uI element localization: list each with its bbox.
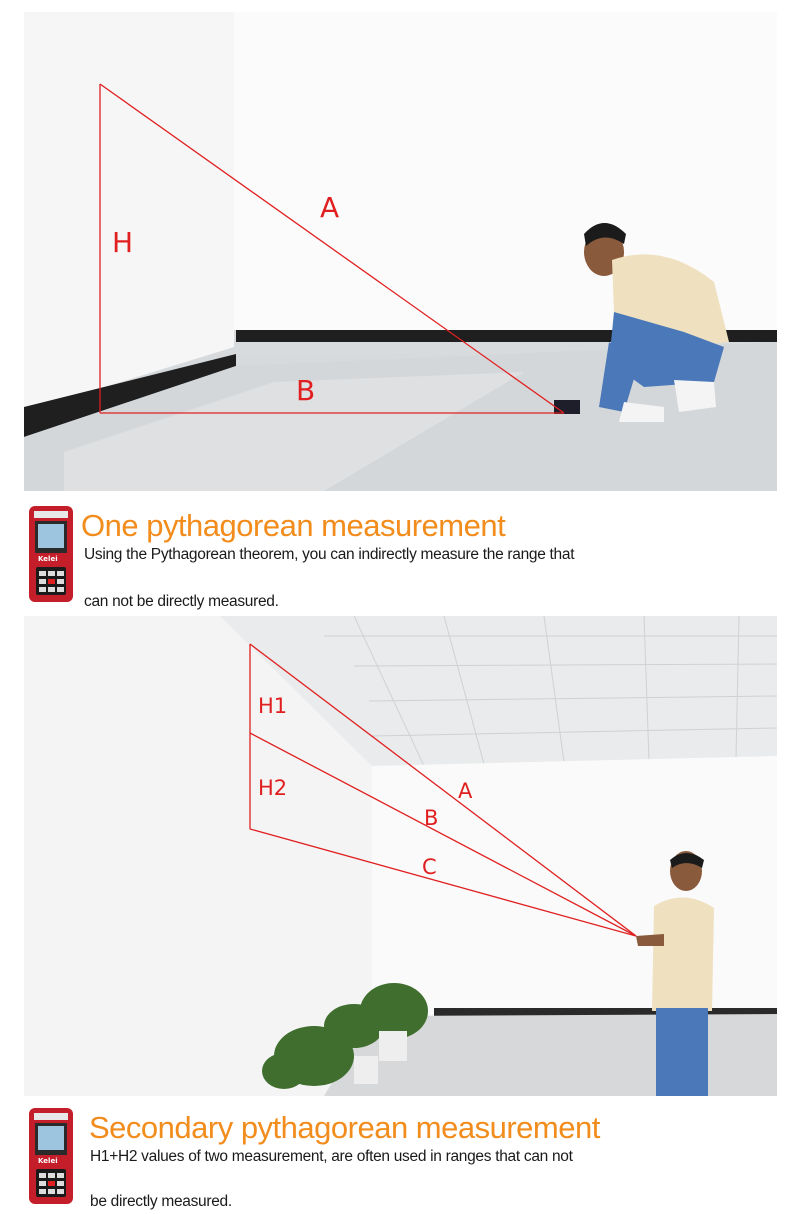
section-heading: One pythagorean measurement [81,508,506,543]
device-brand: Kelei [38,555,58,563]
section-description-line2: be directly measured. [90,1193,232,1210]
section-description-line1: Using the Pythagorean theorem, you can indirectly measure the range that [84,546,575,563]
label-a: A [320,191,340,224]
laser-meter-icon [28,1107,74,1205]
section-description-line1: H1+H2 values of two measurement, are often used in ranges that can not [90,1148,573,1165]
section-heading: Secondary pythagorean measurement [89,1110,600,1145]
label-h: H [112,226,134,259]
label-c: C [422,855,437,879]
label-a: A [458,779,473,803]
section-one-pythagorean [0,505,800,611]
section-secondary-pythagorean [0,1107,800,1211]
label-h1: H1 [258,694,288,718]
label-b: B [296,374,316,407]
laser-meter-icon [28,505,74,603]
label-b: B [424,806,439,830]
label-h2: H2 [258,776,288,800]
section-description-line2: can not be directly measured. [84,593,279,610]
device-brand: Kelei [38,1157,58,1165]
photo-pythagorean-single [24,12,777,491]
photo-pythagorean-secondary [24,616,777,1096]
